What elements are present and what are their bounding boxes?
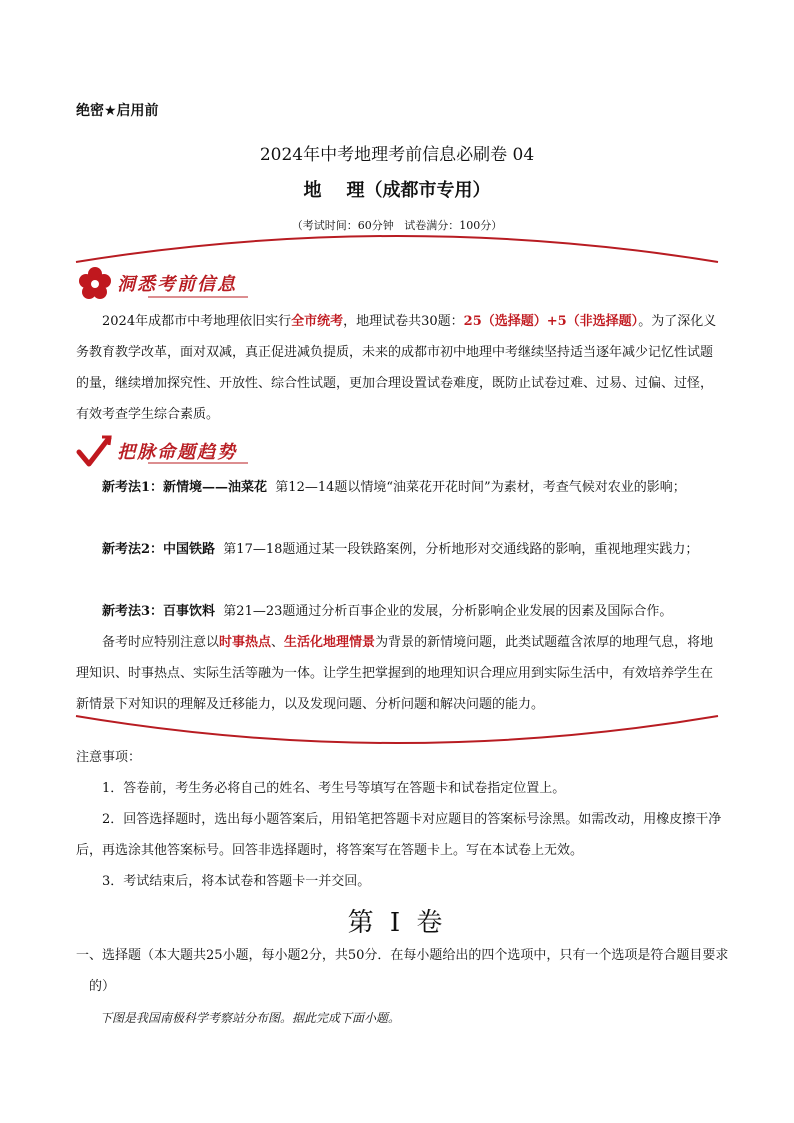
section1-paragraph: 2024年成都市中考地理依旧实行全市统考，地理试卷共30题：25（选择题）+5（非选择题）。为了深化义务教育教学改革，面对双减，真正促进减负提质，未来的成都市初中地理中考继续坚持适当逐年减少记忆性试题的量，继续增加探究性、开放性、综合性试题，更加合理设置试卷难度，既防止试卷过难、过易、过偏、过怪，有效考查学生综合素质。 <box>76 314 717 422</box>
page-subtitle: 地 理（成都市专用） <box>303 180 491 201</box>
notes-heading: 注意事项： <box>76 750 142 765</box>
trend-item-1: 新考法1：新情境——油菜花 第12—14题以情境“油菜花开花时间”为素材，考查气候对农业的影响； <box>102 480 686 495</box>
page-title: 2024年中考地理考前信息必刷卷 04 <box>259 145 535 165</box>
trend-item-2: 新考法2：中国铁路 第17—18题通过某一段铁路案例，分析地形对交通线路的影响，重视地理实践力； <box>102 542 699 557</box>
note-item-3: 3．考试结束后，将本试卷和答题卡一并交回。 <box>102 874 371 889</box>
section1-header <box>78 266 237 300</box>
trend-item-3: 新考法3：百事饮料 第21—23题通过分析百事企业的发展，分析影响企业发展的因素及国际合作。 <box>102 604 673 619</box>
confidential-label: 绝密★启用前 <box>76 103 159 119</box>
note-item-2: 2．回答选择题时，选出每小题答案后，用铅笔把答题卡对应题目的答案标号涂黑。如需改动，用橡皮擦干净后，再选涂其他答案标号。回答非选择题时，将答案写在答题卡上。写在本试卷上无效。 <box>76 812 722 858</box>
section2-heading: 把脉命题趋势 <box>117 442 238 463</box>
section2-header <box>76 434 237 468</box>
note-item-1: 1．答卷前，考生务必将自己的姓名、考生号等填写在答题卡和试卷指定位置上。 <box>102 781 566 796</box>
question-intro: 下图是我国南极科学考察站分布图。据此完成下面小题。 <box>100 1011 401 1025</box>
section2-paragraph: 备考时应特别注意以时事热点、生活化地理情景为背景的新情境问题，此类试题蕴含浓厚的地理气息，将地理知识、时事热点、实际生活等融为一体。让学生把掌握到的地理知识合理应用到实际生活中，有效培养学生在新情景下对知识的理解及迁移能力，以及发现问题、分析问题和解决问题的能力。 <box>76 635 714 712</box>
section1-heading: 洞悉考前信息 <box>117 274 238 295</box>
part-title: 第 I 卷 <box>347 908 447 938</box>
check-arrow-icon <box>76 434 112 468</box>
flower-icon <box>78 266 112 300</box>
exam-info: （考试时间：60分钟 试卷满分：100分） <box>291 219 503 232</box>
question-section-heading: 一、选择题（本大题共25小题，每小题2分，共50分．在每小题给出的四个选项中，只有一个选项是符合题目要求的） <box>76 948 729 994</box>
